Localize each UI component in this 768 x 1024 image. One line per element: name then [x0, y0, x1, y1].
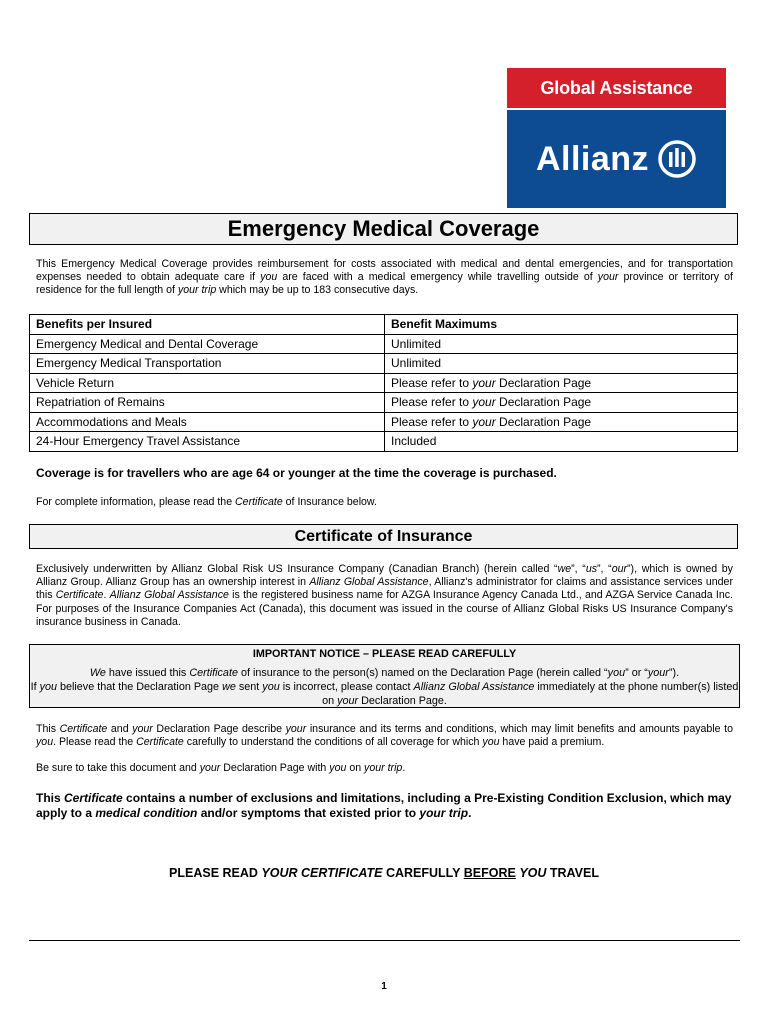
- intro-paragraph: This Emergency Medical Coverage provides reimbursement for costs associated with medical and dental emergencies, and for transportation expenses needed to obtain adequate care if you are faced with a medical emergency while travelling outside of your province or territory of residence for the full length of your trip which may be up to 183 consecutive days.: [36, 258, 733, 297]
- benefit-cell: 24-Hour Emergency Travel Assistance: [30, 432, 385, 452]
- benefit-cell: Repatriation of Remains: [30, 393, 385, 413]
- benefit-cell: Accommodations and Meals: [30, 412, 385, 432]
- allianz-logo: [507, 110, 726, 208]
- maximum-cell: Please refer to your Declaration Page: [385, 373, 738, 393]
- maximum-cell: Included: [385, 432, 738, 452]
- table-row: [30, 432, 738, 452]
- please-read-banner: PLEASE READ YOUR CERTIFICATE CAREFULLY BEFORE YOU TRAVEL: [169, 866, 599, 880]
- certificate-title: Certificate of Insurance: [29, 524, 738, 549]
- maximum-cell: Please refer to your Declaration Page: [385, 393, 738, 413]
- table-row: [30, 373, 738, 393]
- table-header-row: [30, 315, 738, 335]
- benefit-cell: Vehicle Return: [30, 373, 385, 393]
- maximum-cell: Unlimited: [385, 334, 738, 354]
- notice-line: If you believe that the Declaration Page we sent you is incorrect, please contact Allianz Global Assistance immediately at the phone number(s) listed on your Declaration Page.: [30, 681, 739, 707]
- notice-line: We have issued this Certificate of insurance to the person(s) named on the Declaration Page (herein called “you” or “your”).: [89, 667, 680, 679]
- footer-divider: [29, 940, 740, 941]
- benefit-cell: Emergency Medical Transportation: [30, 354, 385, 374]
- underwriting-paragraph: Exclusively underwritten by Allianz Global Risk US Insurance Company (Canadian Branch) (herein called “we”, “us”, “our”), which is owned by Allianz Group. Allianz Group has an ownership interest in Allianz Global Assistance, Allianz's administrator for claims and assistance services under this Certificate. Allianz Global Assistance is the registered business name for AZGA Insurance Agency Canada Ltd., and AZGA Service Canada Inc. For purposes of the Insurance Companies Act (Canada), this document was issued in the course of Allianz Global Risks US Insurance Company's insurance business in Canada.: [36, 563, 733, 628]
- allianz-eagle-icon: [657, 139, 697, 179]
- benefits-table: [29, 314, 738, 452]
- page-number: 1: [381, 981, 387, 992]
- take-document-note: Be sure to take this document and your Declaration Page with you on your trip.: [36, 762, 406, 774]
- table-row: [30, 393, 738, 413]
- column-header: Benefits per Insured: [30, 315, 385, 335]
- age-eligibility-note: Coverage is for travellers who are age 64 or younger at the time the coverage is purchased.: [36, 466, 557, 480]
- important-notice-box: [29, 644, 740, 708]
- maximum-cell: Unlimited: [385, 354, 738, 374]
- certificate-description-paragraph: This Certificate and your Declaration Page describe your insurance and its terms and conditions, which may limit benefits and amounts payable to you. Please read the Certificate carefully to understand the conditions of all coverage for which you have paid a premium.: [36, 723, 733, 749]
- brand-wordmark: Allianz: [535, 139, 650, 178]
- table-row: [30, 354, 738, 374]
- benefit-cell: Emergency Medical and Dental Coverage: [30, 334, 385, 354]
- exclusions-warning: This Certificate contains a number of exclusions and limitations, including a Pre-Existing Condition Exclusion, which may apply to a medical condition and/or symptoms that existed prior to your trip.: [36, 791, 732, 820]
- notice-heading: IMPORTANT NOTICE – PLEASE READ CAREFULLY: [252, 648, 517, 660]
- column-header: Benefit Maximums: [385, 315, 738, 335]
- maximum-cell: Please refer to your Declaration Page: [385, 412, 738, 432]
- table-row: [30, 412, 738, 432]
- page-title: Emergency Medical Coverage: [29, 213, 738, 245]
- complete-info-note: For complete information, please read the Certificate of Insurance below.: [36, 496, 377, 508]
- logo-banner: Global Assistance: [507, 68, 726, 108]
- table-row: [30, 334, 738, 354]
